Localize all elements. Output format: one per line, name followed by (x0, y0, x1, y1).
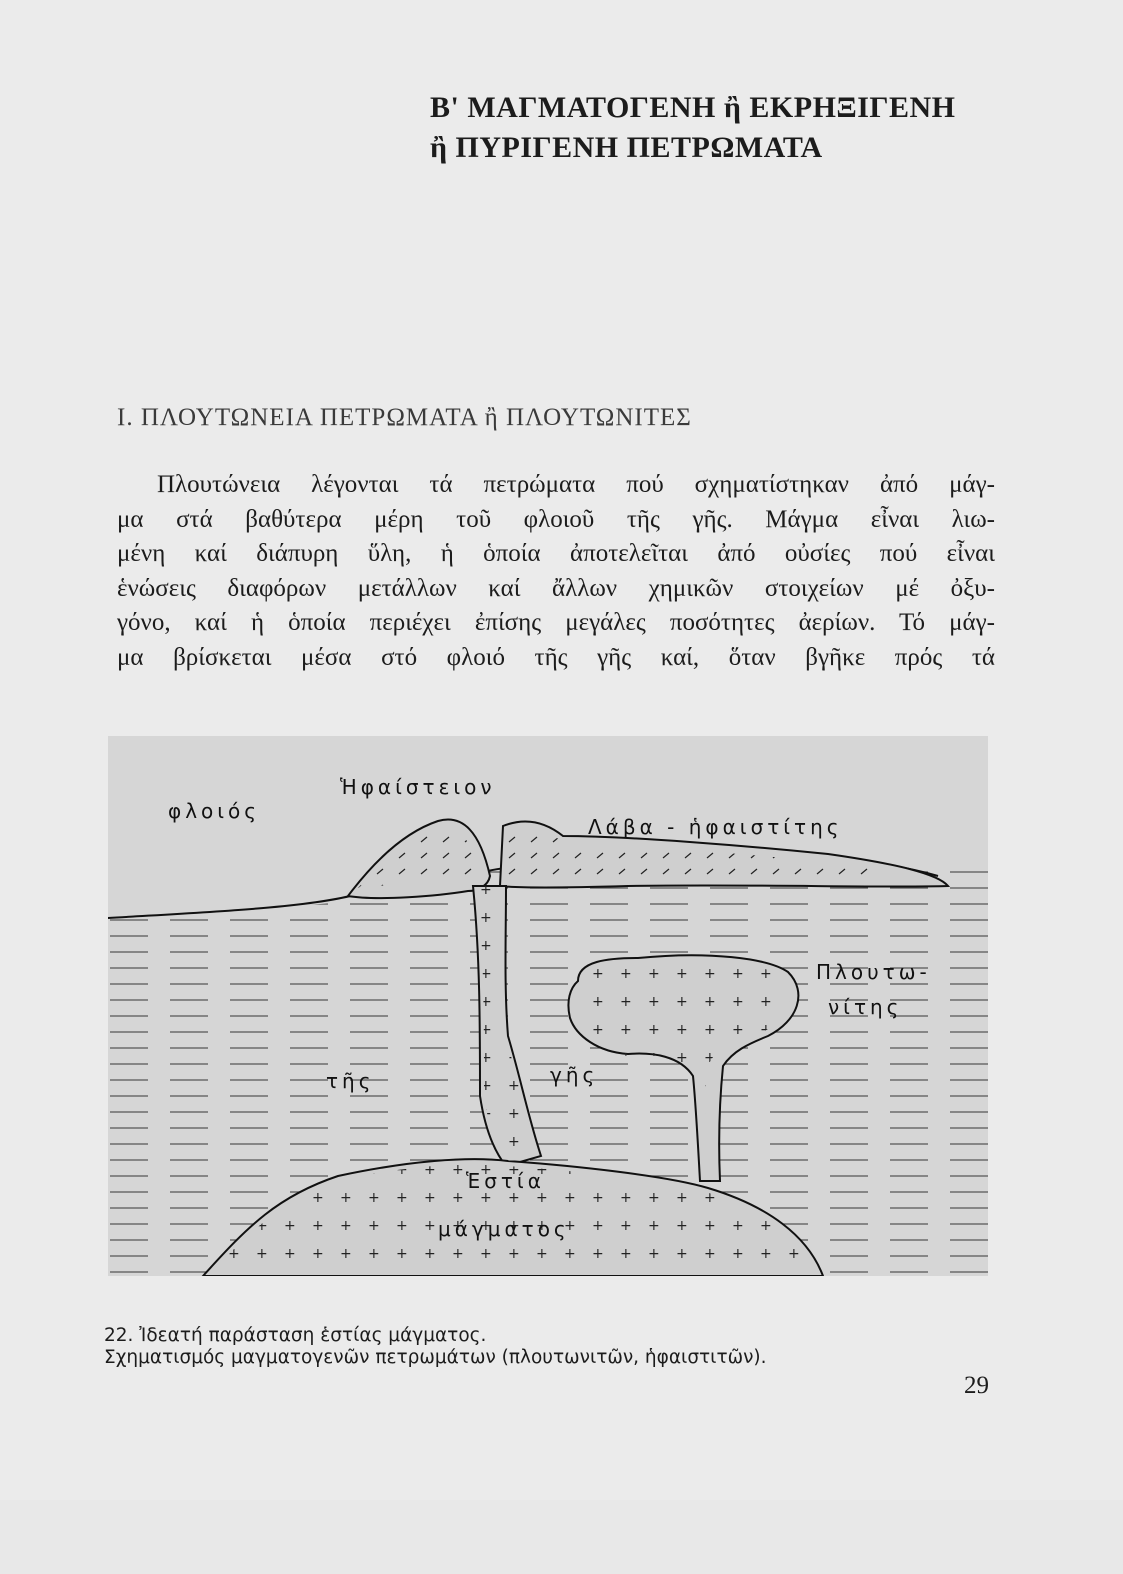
paragraph-line: Πλουτώνεια λέγονται τά πετρώματα πού σχηματίστηκαν ἀπό μάγ- (157, 471, 995, 498)
magma-diagram-svg (108, 736, 988, 1276)
label-tis: τῆς (326, 1069, 375, 1093)
paragraph-line: μα βρίσκεται μέσα στό φλοιό τῆς γῆς καί, ὅταν βγῆκε πρός τά (117, 643, 995, 671)
chapter-heading-line-2: ἢ ΠΥΡΙΓΕΝΗ ΠΕΤΡΩΜΑΤΑ (430, 131, 823, 164)
label-ploutonitis-1: Πλουτω- (816, 960, 931, 984)
label-ifaisteion: Ἡφαίστειον (340, 775, 496, 799)
label-floios: φλοιός (168, 799, 261, 823)
paragraph-line: μένη καί διάπυρη ὕλη, ἡ ὁποία ἀποτελεῖται ἀπό οὐσίες πού εἶναι (117, 540, 995, 568)
magma-diagram (108, 736, 988, 1574)
chapter-heading-line-1: Β' ΜΑΓΜΑΤΟΓΕΝΗ ἢ ΕΚΡΗΞΙΓΕΝΗ (430, 91, 956, 124)
paragraph-line: μα στά βαθύτερα μέρη τοῦ φλοιοῦ τῆς γῆς. Μάγμα εἶναι λιω- (117, 505, 995, 533)
paragraph-line: γόνο, καί ἡ ὁποία περιέχει ἐπίσης μεγάλες ποσότητες ἀερίων. Τό μάγ- (117, 609, 995, 637)
label-magmatos: μάγματος (438, 1217, 570, 1241)
paragraph-line: ἑνώσεις διαφόρων μετάλλων καί ἄλλων χημικῶν στοιχείων μέ ὀξυ- (117, 574, 995, 602)
section-title: Ι. ΠΛΟΥΤΩΝΕΙΑ ΠΕΤΡΩΜΑΤΑ ἢ ΠΛΟΥΤΩΝΙΤΕΣ (117, 404, 692, 431)
body-paragraph (117, 468, 995, 676)
label-ploutonitis-2: νίτης (828, 995, 903, 1019)
figure-caption (104, 1325, 767, 1369)
label-estia: Ἑστία (466, 1169, 545, 1193)
caption-line-2: Σχηματισμός μαγματογενῶν πετρωμάτων (πλουτωνιτῶν, ἡφαιστιτῶν). (104, 1347, 767, 1368)
label-lava: Λάβα - ἡφαιστίτης (588, 815, 843, 839)
chapter-heading (430, 88, 956, 168)
label-gis: γῆς (550, 1063, 599, 1087)
page-number: 29 (964, 1372, 989, 1399)
caption-line-1: 22. Ἰδεατή παράσταση ἑστίας μάγματος. (104, 1325, 487, 1346)
